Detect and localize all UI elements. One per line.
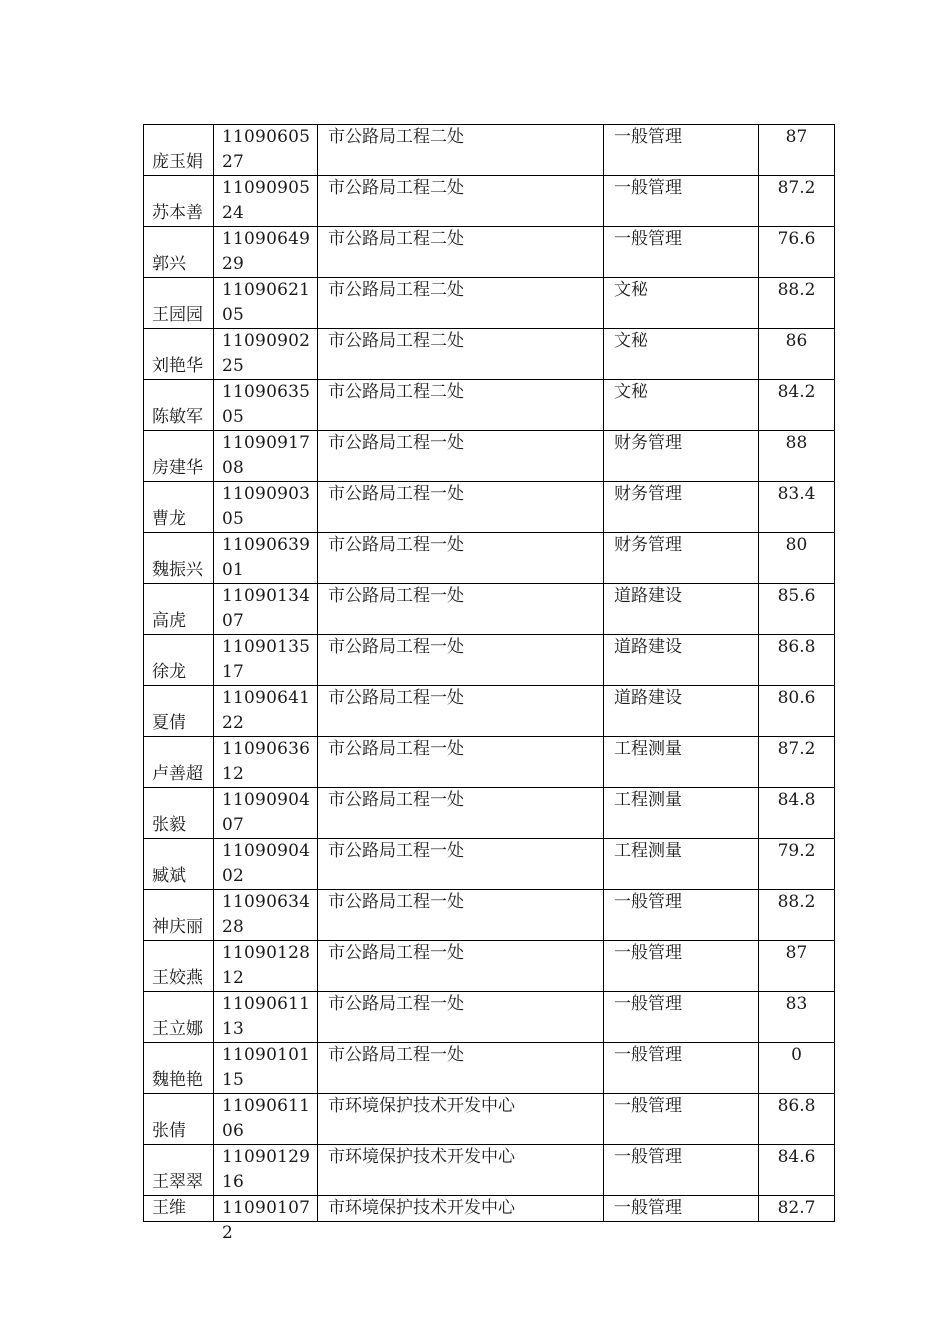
exam-id: 1109063428 — [222, 892, 311, 937]
position-name: 文秘 — [604, 329, 759, 380]
exam-id-cell — [214, 329, 318, 380]
candidate-name: 房建华 — [152, 458, 203, 478]
candidate-name: 张倩 — [152, 1121, 186, 1141]
table-row — [144, 329, 835, 380]
position-name: 一般管理 — [604, 890, 759, 941]
candidate-name: 刘艳华 — [152, 356, 203, 376]
exam-id: 1109063612 — [222, 739, 311, 784]
name-cell — [144, 533, 214, 584]
exam-id-cell — [214, 890, 318, 941]
exam-id-cell — [214, 533, 318, 584]
unit-name: 市公路局工程二处 — [318, 227, 604, 278]
name-cell — [144, 482, 214, 533]
unit-name: 市公路局工程二处 — [318, 125, 604, 176]
score-value: 83.4 — [759, 482, 835, 533]
position-name: 一般管理 — [604, 125, 759, 176]
name-cell — [144, 1145, 214, 1196]
position-name: 财务管理 — [604, 533, 759, 584]
exam-id: 1109063505 — [222, 382, 311, 427]
table-row — [144, 788, 835, 839]
unit-name: 市公路局工程二处 — [318, 329, 604, 380]
unit-name: 市公路局工程二处 — [318, 278, 604, 329]
exam-id-cell — [214, 941, 318, 992]
name-cell — [144, 431, 214, 482]
name-cell — [144, 329, 214, 380]
exam-id: 1109064122 — [222, 688, 311, 733]
position-name: 一般管理 — [604, 941, 759, 992]
position-name: 工程测量 — [604, 839, 759, 890]
position-name: 道路建设 — [604, 584, 759, 635]
unit-name: 市公路局工程一处 — [318, 635, 604, 686]
unit-name: 市公路局工程一处 — [318, 584, 604, 635]
candidate-name: 徐龙 — [152, 662, 186, 682]
table-row — [144, 176, 835, 227]
position-name: 财务管理 — [604, 431, 759, 482]
table-row — [144, 125, 835, 176]
score-value: 88.2 — [759, 890, 835, 941]
table-row — [144, 1043, 835, 1094]
exam-id: 1109090524 — [222, 178, 311, 223]
exam-id-cell — [214, 431, 318, 482]
name-cell — [144, 890, 214, 941]
table-row — [144, 635, 835, 686]
candidate-name: 苏本善 — [152, 203, 203, 223]
name-cell — [144, 278, 214, 329]
exam-id-cell — [214, 635, 318, 686]
unit-name: 市公路局工程一处 — [318, 941, 604, 992]
name-cell — [144, 1043, 214, 1094]
results-table — [143, 124, 835, 1243]
position-name: 工程测量 — [604, 788, 759, 839]
name-cell — [144, 737, 214, 788]
position-name: 一般管理 — [604, 992, 759, 1043]
score-value: 84.8 — [759, 788, 835, 839]
position-name: 一般管理 — [604, 1196, 759, 1222]
unit-name: 市公路局工程二处 — [318, 176, 604, 227]
unit-name: 市环境保护技术开发中心 — [318, 1145, 604, 1196]
unit-name: 市公路局工程一处 — [318, 890, 604, 941]
name-cell — [144, 1094, 214, 1145]
exam-id: 1109012812 — [222, 943, 311, 988]
table-row — [144, 1196, 835, 1222]
exam-id-cell — [214, 584, 318, 635]
name-cell — [144, 788, 214, 839]
exam-id: 1109063901 — [222, 535, 311, 580]
table-row — [144, 992, 835, 1043]
score-value: 87 — [759, 941, 835, 992]
exam-id: 1109012916 — [222, 1147, 311, 1192]
score-value: 79.2 — [759, 839, 835, 890]
position-name: 一般管理 — [604, 176, 759, 227]
candidate-name: 王维 — [152, 1198, 186, 1218]
table-row — [144, 431, 835, 482]
score-value: 88 — [759, 431, 835, 482]
name-cell — [144, 1196, 214, 1222]
candidate-name: 郭兴 — [152, 254, 186, 274]
exam-id-cell — [214, 737, 318, 788]
table-row — [144, 584, 835, 635]
exam-id-cell — [214, 1094, 318, 1145]
exam-id: 1109090407 — [222, 790, 311, 835]
score-value: 87.2 — [759, 176, 835, 227]
exam-id-cell — [214, 1196, 318, 1243]
exam-id-cell — [214, 788, 318, 839]
table-row — [144, 482, 835, 533]
candidate-name: 王姣燕 — [152, 968, 203, 988]
exam-id: 1109090225 — [222, 331, 311, 376]
exam-id-cell — [214, 992, 318, 1043]
unit-name: 市公路局工程一处 — [318, 839, 604, 890]
position-name: 财务管理 — [604, 482, 759, 533]
candidate-name: 王翠翠 — [152, 1172, 203, 1192]
position-name: 一般管理 — [604, 227, 759, 278]
score-value: 76.6 — [759, 227, 835, 278]
candidate-name: 魏振兴 — [152, 560, 203, 580]
name-cell — [144, 125, 214, 176]
candidate-name: 张毅 — [152, 815, 186, 835]
exam-id-cell — [214, 176, 318, 227]
exam-id-cell — [214, 278, 318, 329]
exam-id: 1109090402 — [222, 841, 311, 886]
candidate-name: 高虎 — [152, 611, 186, 631]
candidate-name: 神庆丽 — [152, 917, 203, 937]
candidate-name: 卢善超 — [152, 764, 203, 784]
name-cell — [144, 380, 214, 431]
score-value: 80.6 — [759, 686, 835, 737]
position-name: 文秘 — [604, 278, 759, 329]
unit-name: 市公路局工程一处 — [318, 1043, 604, 1094]
table-row — [144, 533, 835, 584]
name-cell — [144, 176, 214, 227]
exam-id: 1109064929 — [222, 229, 311, 274]
position-name: 道路建设 — [604, 635, 759, 686]
name-cell — [144, 635, 214, 686]
candidate-name: 陈敏军 — [152, 407, 203, 427]
exam-id: 1109091708 — [222, 433, 311, 478]
table-row — [144, 890, 835, 941]
unit-name: 市公路局工程一处 — [318, 737, 604, 788]
candidate-name: 魏艳艳 — [152, 1070, 203, 1090]
position-name: 文秘 — [604, 380, 759, 431]
unit-name: 市环境保护技术开发中心 — [318, 1094, 604, 1145]
name-cell — [144, 227, 214, 278]
score-value: 0 — [759, 1043, 835, 1094]
exam-id: 1109010115 — [222, 1045, 311, 1090]
position-name: 一般管理 — [604, 1145, 759, 1196]
candidate-name: 王园园 — [152, 305, 203, 325]
exam-id-cell — [214, 482, 318, 533]
candidate-name: 曹龙 — [152, 509, 186, 529]
table-row — [144, 1145, 835, 1196]
exam-id: 110901072 — [222, 1198, 311, 1243]
candidate-name: 夏倩 — [152, 713, 186, 733]
score-value: 84.6 — [759, 1145, 835, 1196]
results-table-body — [144, 125, 835, 1243]
table-row — [144, 941, 835, 992]
unit-name: 市公路局工程一处 — [318, 992, 604, 1043]
unit-name: 市公路局工程一处 — [318, 482, 604, 533]
position-name: 工程测量 — [604, 737, 759, 788]
name-cell — [144, 941, 214, 992]
exam-id-cell — [214, 380, 318, 431]
exam-id-cell — [214, 125, 318, 176]
exam-id: 1109013407 — [222, 586, 311, 631]
score-value: 82.7 — [759, 1196, 835, 1222]
position-name: 道路建设 — [604, 686, 759, 737]
position-name: 一般管理 — [604, 1043, 759, 1094]
name-cell — [144, 686, 214, 737]
exam-id: 1109090305 — [222, 484, 311, 529]
unit-name: 市公路局工程二处 — [318, 380, 604, 431]
table-row — [144, 227, 835, 278]
score-value: 86.8 — [759, 1094, 835, 1145]
exam-id-cell — [214, 1043, 318, 1094]
exam-id-cell — [214, 839, 318, 890]
table-row — [144, 839, 835, 890]
score-value: 86.8 — [759, 635, 835, 686]
score-value: 86 — [759, 329, 835, 380]
score-value: 87.2 — [759, 737, 835, 788]
table-row — [144, 278, 835, 329]
score-value: 83 — [759, 992, 835, 1043]
exam-id-cell — [214, 227, 318, 278]
score-value: 85.6 — [759, 584, 835, 635]
table-row — [144, 737, 835, 788]
unit-name: 市公路局工程一处 — [318, 431, 604, 482]
candidate-name: 王立娜 — [152, 1019, 203, 1039]
exam-id: 1109013517 — [222, 637, 311, 682]
table-row — [144, 380, 835, 431]
exam-id: 1109061106 — [222, 1096, 311, 1141]
exam-id-cell — [214, 1145, 318, 1196]
exam-id: 1109061113 — [222, 994, 311, 1039]
score-value: 80 — [759, 533, 835, 584]
unit-name: 市环境保护技术开发中心 — [318, 1196, 604, 1222]
candidate-name: 庞玉娟 — [152, 152, 203, 172]
name-cell — [144, 839, 214, 890]
table-row — [144, 1094, 835, 1145]
table-row — [144, 686, 835, 737]
name-cell — [144, 584, 214, 635]
unit-name: 市公路局工程一处 — [318, 533, 604, 584]
score-value: 84.2 — [759, 380, 835, 431]
score-value: 88.2 — [759, 278, 835, 329]
candidate-name: 臧斌 — [152, 866, 186, 886]
unit-name: 市公路局工程一处 — [318, 686, 604, 737]
exam-id-cell — [214, 686, 318, 737]
score-value: 87 — [759, 125, 835, 176]
exam-id: 1109060527 — [222, 127, 311, 172]
name-cell — [144, 992, 214, 1043]
unit-name: 市公路局工程一处 — [318, 788, 604, 839]
exam-id: 1109062105 — [222, 280, 311, 325]
position-name: 一般管理 — [604, 1094, 759, 1145]
